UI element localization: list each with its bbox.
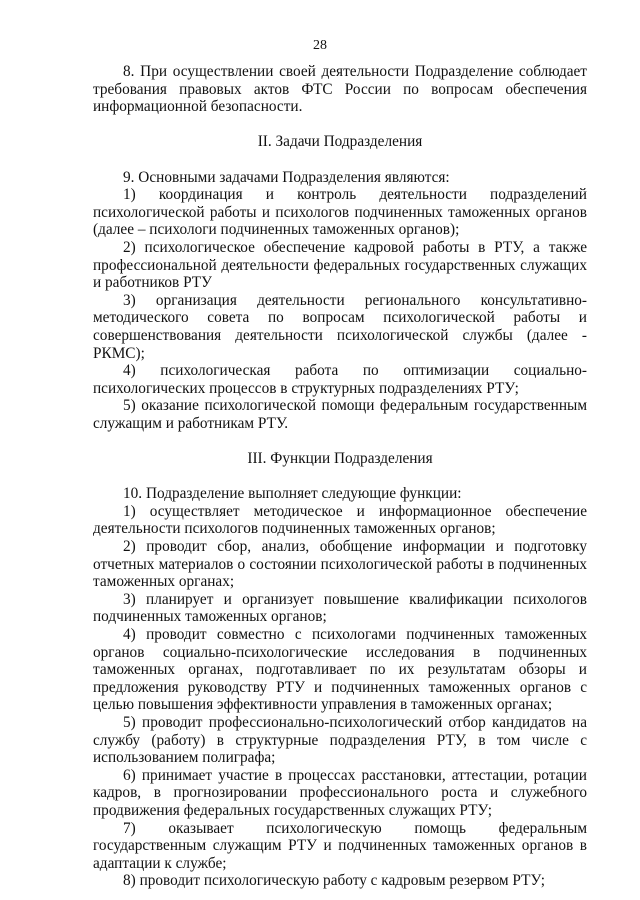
clause-8: 8. При осуществлении своей деятельности Подразделение соблюдает требования правовых актов ФТС России по вопросам обеспечения информационной безопасности. <box>93 63 587 116</box>
task-item-4: 4) психологическая работа по оптимизации социально-психологических процессов в структурных подразделениях РТУ; <box>93 362 587 397</box>
section-heading-functions: III. Функции Подразделения <box>247 450 433 468</box>
function-item-6: 6) принимает участие в процессах расстановки, аттестации, ротации кадров, в прогнозировании профессионального роста и служебного продвижения федеральных государственных служащих РТУ; <box>93 766 587 819</box>
section-heading-tasks: II. Задачи Подразделения <box>257 133 423 151</box>
clause-9-intro: 9. Основными задачами Подразделения являются: <box>123 168 450 186</box>
function-item-1: 1) осуществляет методическое и информационное обеспечение деятельности психологов подчиненных таможенных органов; <box>93 502 587 538</box>
function-item-2: 2) проводит сбор, анализ, обобщение информации и подготовку отчетных материалов о состоянии психологической работы в подчиненных таможенных органах; <box>93 538 587 591</box>
function-item-5: 5) проводит профессионально-психологический отбор кандидатов на службу (работу) в структурные подразделения РТУ, в том числе с использованием полиграфа; <box>93 713 587 767</box>
function-item-8: 8) проводит психологическую работу с кадровым резервом РТУ; <box>123 872 545 890</box>
task-item-5: 5) оказание психологической помощи федеральным государственным служащим и работникам РТУ. <box>93 397 587 432</box>
page-number: 28 <box>313 38 327 53</box>
function-item-7: 7) оказывает психологическую помощь федеральным государственным служащим РТУ и подчиненных таможенных органов в адаптации к службе; <box>93 819 587 872</box>
clause-10-intro: 10. Подразделение выполняет следующие функции: <box>123 485 462 503</box>
function-item-3: 3) планирует и организует повышение квалификации психологов подчиненных таможенных органов; <box>93 590 587 626</box>
task-item-1: 1) координация и контроль деятельности подразделений психологической работы и психологов подчиненных таможенных органов (далее – психологи подчиненных таможенных органов); <box>93 186 587 239</box>
function-item-4: 4) проводит совместно с психологами подчиненных таможенных органов социально-психологические исследования в подчиненных таможенных органах, подготавливает по их результатам обзоры и предложения руководству РТУ и подчиненных таможенных органов с целью повышения эффективности управления в таможенных органах; <box>93 626 587 714</box>
task-item-2: 2) психологическое обеспечение кадровой работы в РТУ, а также профессиональной деятельности федеральных государственных служащих и работников РТУ <box>93 238 587 292</box>
task-item-3: 3) организация деятельности регионального консультативно-методического совета по вопросам психологической работы и совершенствования деятельности психологической службы (далее - РКМС); <box>93 291 587 362</box>
document-body <box>93 63 587 890</box>
